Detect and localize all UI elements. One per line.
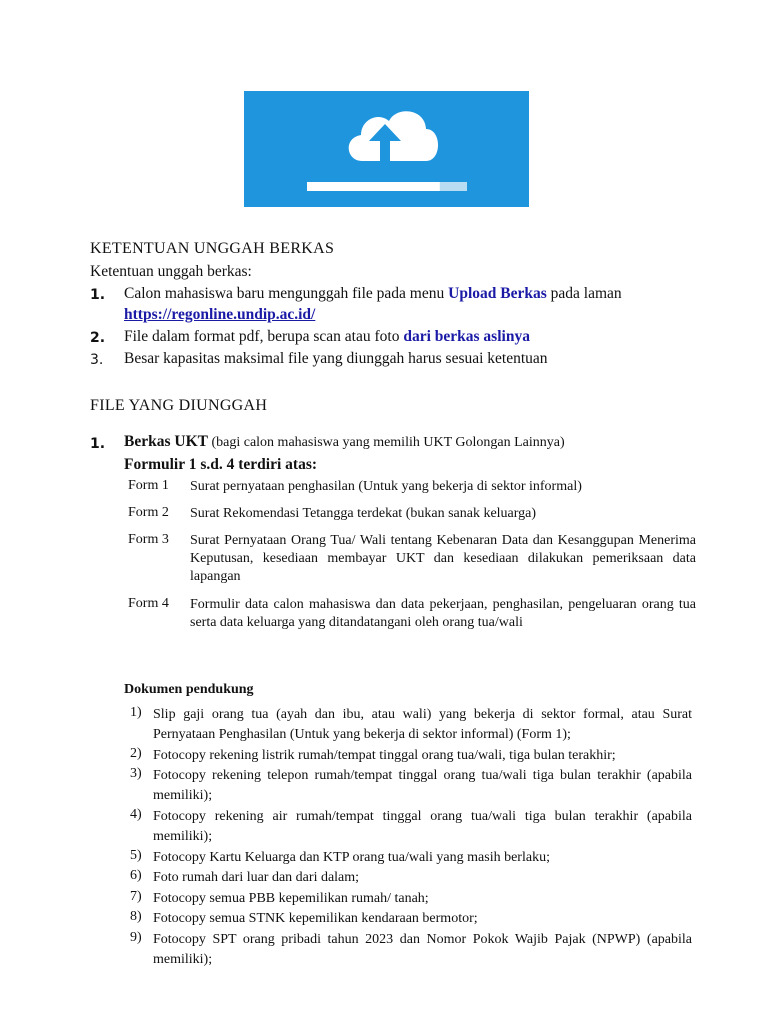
list-item-number: 7) <box>130 889 142 904</box>
ukt-title-line <box>124 433 565 451</box>
form-description: Surat Rekomendasi Tetangga terdekat (bukan sanak keluarga) <box>190 506 537 521</box>
rule-text-part: Calon mahasiswa baru mengunggah file pada menu <box>124 285 449 302</box>
list-item: Fotocopy semua PBB kepemilikan rumah/ tanah; <box>153 891 429 906</box>
ukt-subtitle: (bagi calon mahasiswa yang memilih UKT Golongan Lainnya) <box>207 435 565 450</box>
rule-highlight: dari berkas aslinya <box>403 328 530 345</box>
rule-text-part: pada laman <box>546 285 622 302</box>
rule-text <box>124 285 622 303</box>
rule-text-part: File dalam format pdf, berupa scan atau foto <box>124 328 404 345</box>
form-description: Formulir data calon mahasiswa dan data pekerjaan, penghasilan, pengeluaran orang tua serta data keluarga yang ditandatangani oleh orang tua/wali <box>190 597 696 630</box>
dokumen-heading: Dokumen pendukung <box>124 682 254 697</box>
list-item-number: 1) <box>130 705 142 720</box>
ukt-number: 1. <box>90 436 106 452</box>
form-label: Form 3 <box>128 532 169 547</box>
list-item-number: 8) <box>130 909 142 924</box>
rule-number: 1. <box>90 287 106 303</box>
form-label: Form 2 <box>128 505 169 520</box>
intro-text: Ketentuan unggah berkas: <box>90 263 252 280</box>
upload-banner <box>244 91 529 207</box>
formulir-heading: Formulir 1 s.d. 4 terdiri atas: <box>124 456 318 473</box>
ukt-title: Berkas UKT <box>124 433 208 450</box>
list-item-number: 3) <box>130 766 142 781</box>
form-description: Surat Pernyataan Orang Tua/ Wali tentang Kebenaran Data dan Kesanggupan Menerima Keputusan, kesediaan membayar UKT dan kesediaan dilakukan pemeriksaan data lapangan <box>190 533 696 584</box>
form-label: Form 1 <box>128 478 169 493</box>
list-item-number: 9) <box>130 930 142 945</box>
list-item: Foto rumah dari luar dan dari dalam; <box>153 870 360 885</box>
list-item: Fotocopy rekening telepon rumah/tempat tinggal orang tua/wali tiga bulan terakhir (apabila memiliki); <box>153 768 692 803</box>
rule-text: Besar kapasitas maksimal file yang diunggah harus sesuai ketentuan <box>124 350 548 367</box>
form-description: Surat pernyataan penghasilan (Untuk yang bekerja di sektor informal) <box>190 479 582 494</box>
rule-number: 2. <box>90 330 106 346</box>
list-item: Fotocopy rekening listrik rumah/tempat tinggal orang tua/wali, tiga bulan terakhir; <box>153 748 616 763</box>
list-item: Fotocopy Kartu Keluarga dan KTP orang tua/wali yang masih berlaku; <box>153 850 550 865</box>
link-text[interactable]: https://regonline.undip.ac.id/ <box>124 306 316 323</box>
list-item: Fotocopy semua STNK kepemilikan kendaraan bermotor; <box>153 911 478 926</box>
list-item: Fotocopy SPT orang pribadi tahun 2023 dan Nomor Pokok Wajib Pajak (NPWP) (apabila memiliki); <box>153 932 692 967</box>
list-item: Fotocopy rekening air rumah/tempat tinggal orang tua/wali tiga bulan terakhir (apabila memiliki); <box>153 809 692 844</box>
regonline-link[interactable] <box>124 306 315 324</box>
upload-berkas-menu: Upload Berkas <box>448 285 547 302</box>
section-heading-ketentuan: KETENTUAN UNGGAH BERKAS <box>90 240 335 257</box>
section-heading-file: FILE YANG DIUNGGAH <box>90 397 268 414</box>
form-label: Form 4 <box>128 596 169 611</box>
list-item-number: 5) <box>130 848 142 863</box>
list-item-number: 2) <box>130 746 142 761</box>
progress-fill <box>307 182 440 191</box>
rule-number: 3. <box>90 352 104 368</box>
rule-text <box>124 328 530 346</box>
cloud-upload-icon <box>244 91 529 207</box>
list-item-number: 4) <box>130 807 142 822</box>
list-item-number: 6) <box>130 868 142 883</box>
list-item: Slip gaji orang tua (ayah dan ibu, atau wali) yang bekerja di sektor formal, atau Surat Pernyataan Penghasilan (Untuk yang bekerja di sektor informal) (Form 1); <box>153 707 692 742</box>
